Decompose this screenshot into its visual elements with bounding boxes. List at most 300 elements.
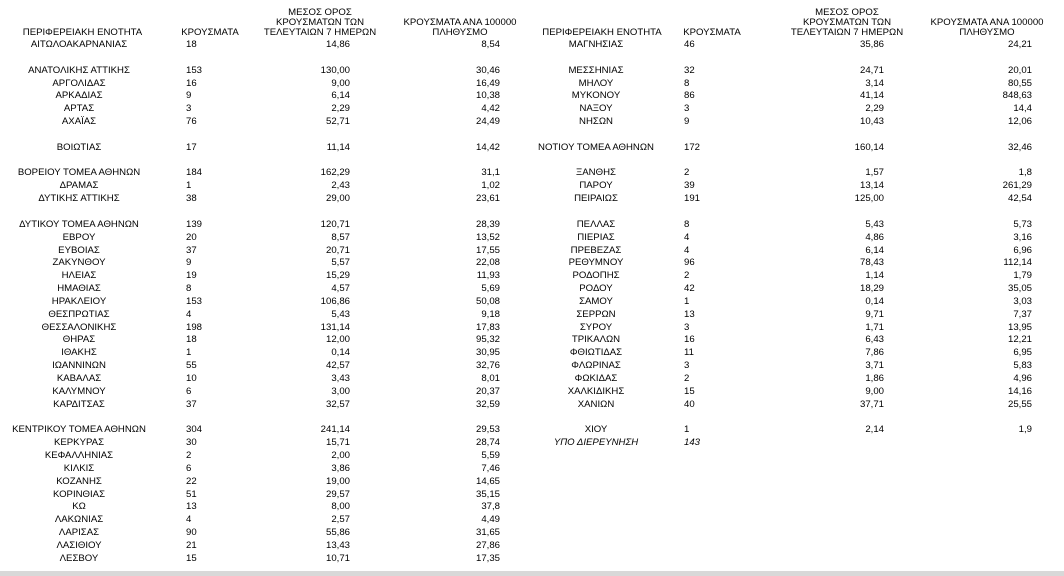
table-row [0, 374, 532, 387]
avg-value: 41,14 [859, 90, 884, 102]
per100k-value: 5,73 [1013, 218, 1032, 230]
per100k-value: 14,42 [475, 141, 500, 153]
avg-value: 6,14 [865, 244, 884, 256]
avg-value: 35,86 [859, 39, 884, 50]
region-name: ΕΥΒΟΙΑΣ [58, 244, 100, 256]
cases-value: 8 [684, 77, 690, 89]
per100k-value: 95,32 [475, 334, 500, 346]
avg-value: 24,71 [859, 64, 884, 76]
cases-value: 39 [684, 180, 695, 192]
cases-value: 1 [684, 295, 690, 307]
avg-value: 78,43 [859, 257, 884, 269]
avg-value: 29,00 [325, 193, 350, 205]
avg-value: 12,00 [325, 334, 350, 346]
region-name: ΥΠΟ ΔΙΕΡΕΥΝΗΣΗ [553, 437, 639, 449]
per100k-value: 29,53 [475, 424, 500, 436]
table-row [532, 66, 1064, 79]
region-name: ΧΑΛΚΙΔΙΚΗΣ [567, 385, 625, 397]
per100k-value: 1,8 [1018, 167, 1032, 179]
avg-value: 37,71 [859, 398, 884, 410]
region-name: ΝΟΤΙΟΥ ΤΟΜΕΑ ΑΘΗΝΩΝ [538, 141, 654, 153]
spacer-row [532, 207, 1064, 220]
cases-value: 16 [186, 77, 197, 89]
cases-value: 4 [684, 244, 690, 256]
cases-value: 18 [186, 334, 197, 346]
header-region: ΠΕΡΙΦΕΡΕΙΑΚΗ ΕΝΟΤΗΤΑ [542, 26, 662, 38]
cases-value: 4 [186, 308, 192, 320]
cases-value: 3 [684, 360, 690, 372]
right-rows [532, 40, 1064, 451]
cases-value: 11 [684, 347, 694, 359]
region-name: ΙΩΑΝΝΙΝΩΝ [52, 360, 106, 372]
region-name: ΠΑΡΟΥ [579, 180, 613, 192]
table-row [0, 451, 532, 464]
cases-value: 4 [186, 514, 192, 526]
spacer-row [532, 53, 1064, 66]
avg-value: 13,14 [859, 180, 884, 192]
region-name: ΦΩΚΙΔΑΣ [574, 372, 618, 384]
cases-value: 40 [684, 398, 695, 410]
avg-value: 6,14 [331, 90, 350, 102]
per100k-value: 8,54 [481, 39, 500, 50]
avg-value: 42,57 [325, 360, 350, 372]
cases-value: 8 [684, 218, 690, 230]
cases-value: 2 [684, 167, 690, 179]
left-header [0, 0, 532, 40]
region-name: ΡΕΘΥΜΝΟΥ [568, 257, 624, 269]
per100k-value: 32,76 [475, 360, 500, 372]
table-row [0, 194, 532, 207]
cases-value: 2 [186, 450, 192, 461]
avg-value: 106,86 [320, 295, 350, 307]
table-row [0, 40, 532, 53]
region-name: ΘΕΣΠΡΩΤΙΑΣ [48, 308, 110, 320]
region-name: ΡΟΔΟΠΗΣ [572, 270, 620, 282]
per100k-value: 261,29 [1002, 180, 1032, 192]
avg-value: 13,43 [325, 539, 350, 551]
region-name: ΠΙΕΡΙΑΣ [577, 231, 615, 243]
per100k-value: 37,8 [481, 501, 500, 513]
avg-value: 19,00 [325, 475, 350, 487]
avg-value: 2,29 [331, 103, 350, 115]
region-name: ΧΙΟΥ [584, 424, 608, 436]
per100k-value: 31,1 [481, 167, 500, 179]
per100k-value: 13,95 [1007, 321, 1032, 333]
region-name: ΜΑΓΝΗΣΙΑΣ [568, 39, 624, 50]
per100k-value: 32,59 [475, 398, 500, 410]
cases-value: 51 [186, 488, 197, 500]
cases-value: 10 [186, 372, 197, 384]
per100k-value: 12,06 [1007, 116, 1032, 128]
avg-value: 2,14 [865, 424, 884, 436]
table-row [0, 361, 532, 374]
avg-value: 9,71 [865, 308, 884, 320]
spacer-row [532, 412, 1064, 425]
region-name: ΛΑΚΩΝΙΑΣ [54, 514, 104, 526]
table-row [532, 143, 1064, 156]
region-name: ΘΕΣΣΑΛΟΝΙΚΗΣ [41, 321, 117, 333]
avg-value: 8,00 [331, 501, 350, 513]
region-name: ΚΑΛΥΜΝΟΥ [52, 385, 106, 397]
region-name: ΠΡΕΒΕΖΑΣ [570, 244, 622, 256]
cases-value: 153 [186, 295, 203, 307]
cases-value: 3 [186, 103, 192, 115]
per100k-value: 35,15 [475, 488, 500, 500]
region-name: ΣΑΜΟΥ [579, 295, 613, 307]
avg-value: 4,57 [331, 283, 350, 295]
cases-value: 143 [684, 437, 701, 449]
region-name: ΚΕΦΑΛΛΗΝΙΑΣ [44, 450, 114, 461]
per100k-value: 4,49 [481, 514, 500, 526]
per100k-value: 23,61 [475, 193, 500, 205]
spacer-row [0, 130, 532, 143]
per100k-value: 20,01 [1007, 64, 1032, 76]
avg-value: 162,29 [320, 167, 350, 179]
avg-value: 5,43 [331, 308, 350, 320]
region-name: ΖΑΚΥΝΘΟΥ [52, 257, 106, 269]
avg-value: 3,14 [865, 77, 884, 89]
avg-value: 2,43 [331, 180, 350, 192]
region-name: ΙΘΑΚΗΣ [61, 347, 97, 359]
spacer-row [532, 130, 1064, 143]
cases-value: 153 [186, 64, 203, 76]
cases-value: 191 [684, 193, 701, 205]
table-row [532, 117, 1064, 130]
cases-value: 32 [684, 64, 695, 76]
left-rows [0, 40, 532, 567]
cases-value: 6 [186, 462, 192, 474]
cases-value: 8 [186, 283, 192, 295]
header-avg: ΜΕΣΟΣ ΟΡΟΣ ΚΡΟΥΣΜΑΤΩΝ ΤΩΝ ΤΕΛΕΥΤΑΙΩΝ 7 ΗΜΕΡΩΝ [790, 6, 904, 38]
region-name: ΧΑΝΙΩΝ [577, 398, 615, 410]
region-name: ΞΑΝΘΗΣ [576, 167, 616, 179]
region-name: ΗΡΑΚΛΕΙΟΥ [51, 295, 107, 307]
avg-value: 1,86 [865, 372, 884, 384]
table-row [0, 297, 532, 310]
per100k-value: 9,18 [481, 308, 500, 320]
region-name: ΒΟΡΕΙΟΥ ΤΟΜΕΑ ΑΘΗΝΩΝ [17, 167, 141, 179]
per100k-value: 17,83 [475, 321, 500, 333]
cases-value: 139 [186, 218, 203, 230]
cases-value: 38 [186, 193, 197, 205]
region-name: ΤΡΙΚΑΛΩΝ [571, 334, 621, 346]
region-name: ΚΑΒΑΛΑΣ [56, 372, 102, 384]
table-row [0, 233, 532, 246]
cases-value: 90 [186, 527, 197, 539]
avg-value: 1,57 [865, 167, 884, 179]
per100k-value: 17,35 [475, 552, 500, 564]
avg-value: 55,86 [325, 527, 350, 539]
avg-value: 10,43 [859, 116, 884, 128]
spacer-row [0, 53, 532, 66]
table-row [532, 310, 1064, 323]
header-cases: ΚΡΟΥΣΜΑΤΑ [683, 26, 741, 38]
horizontal-scrollbar[interactable] [0, 571, 1064, 576]
region-name: ΑΙΤΩΛΟΑΚΑΡΝΑΝΙΑΣ [30, 39, 128, 50]
cases-value: 2 [684, 372, 690, 384]
spacer-row [0, 207, 532, 220]
cases-value: 9 [186, 90, 192, 102]
cases-value: 37 [186, 244, 197, 256]
avg-value: 11,14 [326, 141, 350, 153]
avg-value: 8,57 [331, 231, 350, 243]
cases-value: 1 [684, 424, 690, 436]
region-name: ΑΡΤΑΣ [63, 103, 95, 115]
region-name: ΑΡΚΑΔΙΑΣ [55, 90, 103, 102]
region-name: ΔΥΤΙΚΗΣ ΑΤΤΙΚΗΣ [38, 193, 120, 205]
cases-value: 20 [186, 231, 197, 243]
cases-value: 37 [186, 398, 197, 410]
cases-value: 55 [186, 360, 197, 372]
per100k-value: 14,4 [1013, 103, 1032, 115]
cases-value: 3 [684, 321, 690, 333]
avg-value: 2,29 [865, 103, 884, 115]
table-row [532, 374, 1064, 387]
region-name: ΛΑΣΙΘΙΟΥ [56, 539, 102, 551]
region-name: ΛΕΣΒΟΥ [59, 552, 99, 564]
header-cases: ΚΡΟΥΣΜΑΤΑ [181, 26, 239, 38]
cases-value: 172 [684, 141, 701, 153]
header-region: ΠΕΡΙΦΕΡΕΙΑΚΗ ΕΝΟΤΗΤΑ [22, 26, 143, 38]
avg-value: 4,86 [865, 231, 884, 243]
region-name: ΑΧΑΪΑΣ [61, 116, 97, 128]
per100k-value: 6,96 [1013, 244, 1032, 256]
per100k-value: 10,38 [475, 90, 500, 102]
avg-value: 3,00 [331, 385, 350, 397]
table-row [0, 310, 532, 323]
avg-value: 1,71 [865, 321, 884, 333]
cases-value: 30 [186, 437, 197, 449]
per100k-value: 24,21 [1007, 39, 1032, 50]
avg-value: 52,71 [325, 116, 350, 128]
per100k-value: 1,02 [481, 180, 500, 192]
avg-value: 241,14 [320, 424, 350, 436]
avg-value: 3,86 [331, 462, 350, 474]
table-row [532, 400, 1064, 413]
region-name: ΝΑΞΟΥ [579, 103, 613, 115]
cases-value: 46 [684, 39, 695, 50]
table-row [0, 400, 532, 413]
table-row [532, 297, 1064, 310]
avg-value: 2,57 [331, 514, 350, 526]
region-name: ΚΕΡΚΥΡΑΣ [53, 437, 104, 449]
avg-value: 0,14 [865, 295, 884, 307]
avg-value: 130,00 [320, 64, 350, 76]
cases-value: 2 [684, 270, 690, 282]
per100k-value: 14,65 [475, 475, 500, 487]
cases-value: 21 [186, 539, 197, 551]
avg-value: 160,14 [854, 141, 884, 153]
region-name: ΚΩ [72, 501, 86, 513]
region-name: ΜΥΚΟΝΟΥ [571, 90, 621, 102]
per100k-value: 8,01 [481, 372, 500, 384]
per100k-value: 32,46 [1007, 141, 1032, 153]
table-row [532, 387, 1064, 400]
per100k-value: 5,59 [481, 450, 500, 461]
region-name: ΠΕΛΛΑΣ [576, 218, 616, 230]
region-name: ΑΡΓΟΛΙΔΑΣ [52, 77, 106, 89]
cases-value: 4 [684, 231, 690, 243]
avg-value: 3,43 [331, 372, 350, 384]
avg-value: 20,71 [325, 244, 350, 256]
per100k-value: 12,21 [1007, 334, 1032, 346]
avg-value: 1,14 [865, 270, 884, 282]
region-name: ΚΙΛΚΙΣ [63, 462, 95, 474]
region-name: ΗΛΕΙΑΣ [61, 270, 97, 282]
per100k-value: 27,86 [475, 539, 500, 551]
avg-value: 7,86 [865, 347, 884, 359]
table-row [0, 554, 532, 567]
per100k-value: 3,16 [1013, 231, 1032, 243]
per100k-value: 7,37 [1013, 308, 1032, 320]
avg-value: 18,29 [859, 283, 884, 295]
region-name: ΔΥΤΙΚΟΥ ΤΟΜΕΑ ΑΘΗΝΩΝ [19, 218, 139, 230]
avg-value: 120,71 [320, 218, 350, 230]
per100k-value: 50,08 [475, 295, 500, 307]
per100k-value: 5,83 [1013, 360, 1032, 372]
region-name: ΝΗΣΩΝ [579, 116, 613, 128]
cases-value: 18 [186, 39, 197, 50]
per100k-value: 42,54 [1007, 193, 1032, 205]
region-name: ΚΟΖΑΝΗΣ [56, 475, 102, 487]
per100k-value: 3,03 [1013, 295, 1032, 307]
per100k-value: 20,37 [475, 385, 500, 397]
cases-value: 13 [186, 501, 197, 513]
right-header [532, 0, 1064, 40]
region-name: ΘΗΡΑΣ [62, 334, 96, 346]
table-row [0, 541, 532, 554]
avg-value: 6,43 [865, 334, 884, 346]
cases-value: 184 [186, 167, 203, 179]
region-name: ΑΝΑΤΟΛΙΚΗΣ ΑΤΤΙΚΗΣ [28, 64, 130, 76]
per100k-value: 4,96 [1013, 372, 1032, 384]
per100k-value: 80,55 [1007, 77, 1032, 89]
region-name: ΛΑΡΙΣΑΣ [58, 527, 100, 539]
header-per100k: ΚΡΟΥΣΜΑΤΑ ΑΝΑ 100000 ΠΛΗΘΥΣΜΟ [930, 16, 1044, 38]
region-name: ΦΘΙΩΤΙΔΑΣ [569, 347, 623, 359]
per100k-value: 24,49 [475, 116, 500, 128]
table-row [0, 464, 532, 477]
region-name: ΗΜΑΘΙΑΣ [57, 283, 101, 295]
per100k-value: 22,08 [475, 257, 500, 269]
region-name: ΔΡΑΜΑΣ [59, 180, 99, 192]
per100k-value: 17,55 [475, 244, 500, 256]
avg-value: 9,00 [865, 385, 884, 397]
cases-value: 9 [684, 116, 690, 128]
per100k-value: 31,65 [475, 527, 500, 539]
per100k-value: 30,95 [475, 347, 500, 359]
per100k-value: 1,79 [1013, 270, 1032, 282]
header-avg: ΜΕΣΟΣ ΟΡΟΣ ΚΡΟΥΣΜΑΤΩΝ ΤΩΝ ΤΕΛΕΥΤΑΙΩΝ 7 ΗΜΕΡΩΝ [263, 6, 377, 38]
table-row [532, 438, 1064, 451]
per100k-value: 1,9 [1018, 424, 1032, 436]
cases-value: 76 [186, 116, 197, 128]
cases-value: 22 [186, 475, 197, 487]
avg-value: 14,86 [325, 39, 350, 50]
cases-value: 96 [684, 257, 695, 269]
cases-value: 1 [186, 347, 192, 359]
per100k-value: 4,42 [481, 103, 500, 115]
per100k-value: 35,05 [1007, 283, 1032, 295]
per100k-value: 16,49 [475, 77, 500, 89]
avg-value: 9,00 [331, 77, 350, 89]
table-row [0, 220, 532, 233]
table-row [532, 220, 1064, 233]
cases-value: 42 [684, 283, 695, 295]
region-name: ΡΟΔΟΥ [579, 283, 613, 295]
avg-value: 29,57 [325, 488, 350, 500]
avg-value: 131,14 [320, 321, 350, 333]
per100k-value: 5,69 [481, 283, 500, 295]
header-per100k: ΚΡΟΥΣΜΑΤΑ ΑΝΑ 100000 ΠΛΗΘΥΣΜΟ [403, 16, 517, 38]
table-row [0, 117, 532, 130]
per100k-value: 30,46 [475, 64, 500, 76]
per100k-value: 7,46 [481, 462, 500, 474]
cases-value: 15 [684, 385, 695, 397]
per100k-value: 848,63 [1002, 90, 1032, 102]
cases-value: 13 [684, 308, 695, 320]
table-row [532, 361, 1064, 374]
avg-value: 125,00 [854, 193, 884, 205]
table-row [0, 284, 532, 297]
avg-value: 2,00 [331, 450, 350, 461]
cases-value: 3 [684, 103, 690, 115]
avg-value: 15,71 [325, 437, 350, 449]
avg-value: 32,57 [325, 398, 350, 410]
table-row [0, 528, 532, 541]
table-row [532, 40, 1064, 53]
table-row [532, 194, 1064, 207]
per100k-value: 112,14 [1003, 257, 1032, 269]
avg-value: 15,29 [325, 270, 350, 282]
avg-value: 5,57 [331, 257, 350, 269]
region-name: ΜΗΛΟΥ [578, 77, 614, 89]
per100k-value: 6,95 [1013, 347, 1032, 359]
per100k-value: 14,16 [1007, 385, 1032, 397]
table-row [0, 477, 532, 490]
region-name: ΚΑΡΔΙΤΣΑΣ [53, 398, 105, 410]
cases-value: 86 [684, 90, 695, 102]
per100k-value: 28,39 [475, 218, 500, 230]
cases-value: 198 [186, 321, 203, 333]
table-row [0, 66, 532, 79]
table-row [0, 143, 532, 156]
cases-value: 1 [186, 180, 192, 192]
avg-value: 10,71 [325, 552, 350, 564]
avg-value: 0,14 [331, 347, 350, 359]
cases-value: 304 [186, 424, 203, 436]
region-name: ΠΕΙΡΑΙΩΣ [574, 193, 618, 205]
region-name: ΜΕΣΣΗΝΙΑΣ [568, 64, 624, 76]
region-name: ΕΒΡΟΥ [62, 231, 96, 243]
cases-value: 19 [186, 270, 197, 282]
cases-value: 15 [186, 552, 197, 564]
region-name: ΣΕΡΡΩΝ [576, 308, 616, 320]
table-row [532, 233, 1064, 246]
per100k-value: 11,93 [476, 270, 500, 282]
cases-value: 17 [186, 141, 197, 153]
cases-value: 6 [186, 385, 192, 397]
avg-value: 3,71 [865, 360, 884, 372]
avg-value: 5,43 [865, 218, 884, 230]
table-row [0, 387, 532, 400]
cases-value: 9 [186, 257, 192, 269]
per100k-value: 25,55 [1007, 398, 1032, 410]
per100k-value: 13,52 [475, 231, 500, 243]
region-name: ΣΥΡΟΥ [579, 321, 613, 333]
cases-value: 16 [684, 334, 695, 346]
per100k-value: 28,74 [475, 437, 500, 449]
